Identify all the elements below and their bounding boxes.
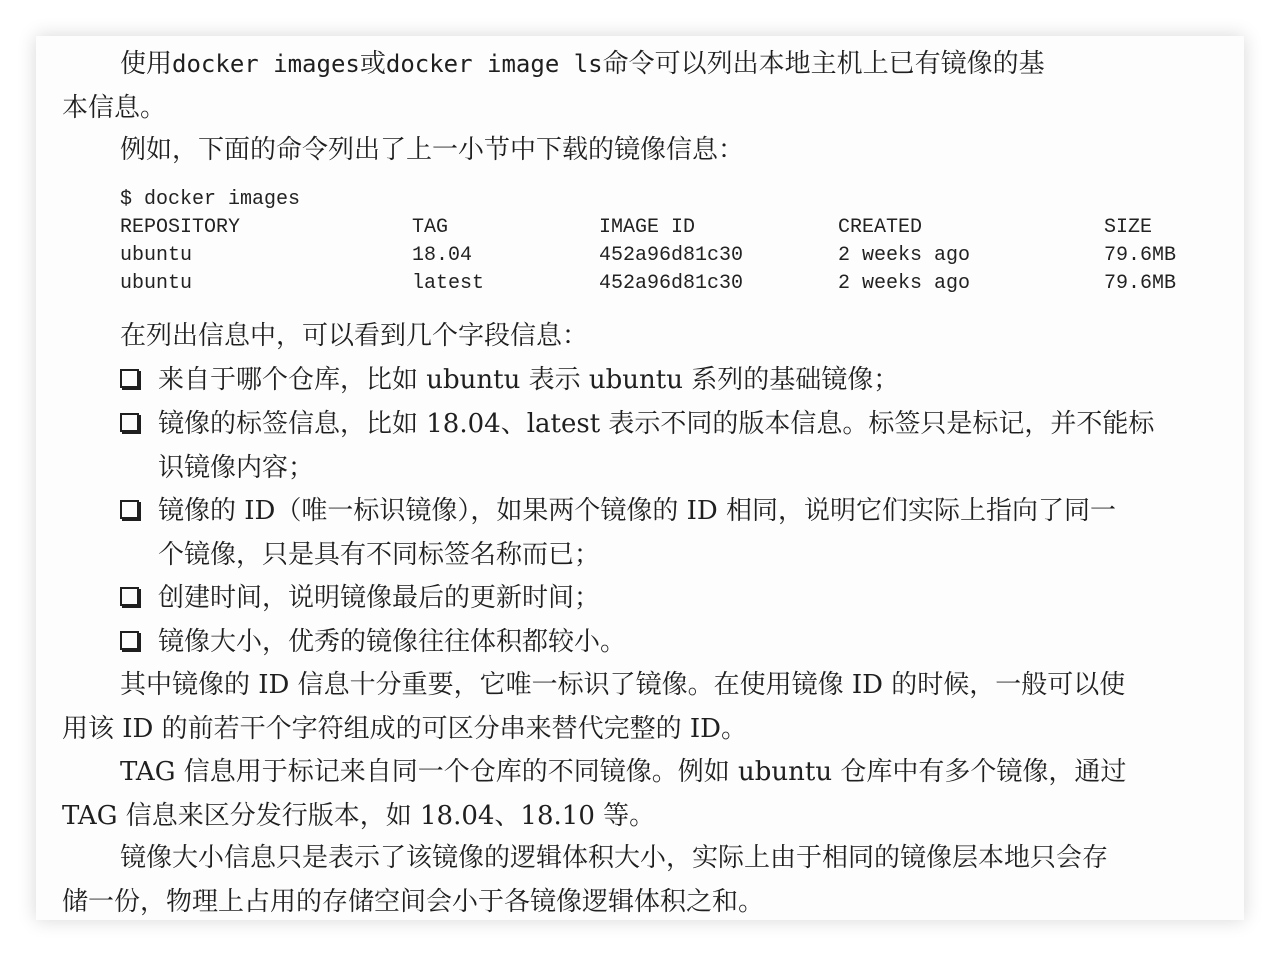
cell-repository: ubuntu [120,272,193,295]
cell-tag: 18.04 [412,244,473,267]
example-paragraph [62,128,1194,172]
intro-line-1 [62,42,1194,86]
intro-paragraph [62,42,1194,130]
image-id-paragraph [62,663,1194,751]
inline-command-docker-image-ls: docker image ls [385,50,603,78]
header-repository: REPOSITORY [120,216,241,239]
checkbox-bullet-icon [120,500,139,519]
paragraph-line: 其中镜像的 ID 信息十分重要，它唯一标识了镜像。在使用镜像 ID 的时候，一般可以使 [120,670,1126,700]
terminal-command: $ docker images [120,188,301,211]
paragraph-line: 储一份，物理上占用的存储空间会小于各镜像逻辑体积之和。 [62,887,765,917]
tag-paragraph [62,750,1194,838]
list-item-text-continued: 个镜像，只是具有不同标签名称而已； [158,540,601,570]
paragraph-line: 用该 ID 的前若干个字符组成的可区分串来替代完整的 ID。 [62,714,748,744]
terminal-header-row [120,214,1200,242]
cell-image-id: 452a96d81c30 [599,244,744,267]
intro-text-b: 或 [359,49,386,79]
paragraph-line: 镜像大小信息只是表示了该镜像的逻辑体积大小，实际上由于相同的镜像层本地只会存 [120,843,1109,873]
list-item-text: 镜像的标签信息，比如 18.04、latest 表示不同的版本信息。标签只是标记，并不能标 [158,409,1155,439]
paragraph-line: TAG 信息来区分发行版本，如 18.04、18.10 等。 [62,801,656,831]
terminal-command-row [120,186,1200,214]
cell-size: 79.6MB [1104,244,1177,267]
list-item-text: 创建时间，说明镜像最后的更新时间； [158,583,601,613]
size-paragraph [62,836,1194,924]
cell-created: 2 weeks ago [838,272,971,295]
checkbox-bullet-icon [120,587,139,606]
intro-text-c: 命令可以列出本地主机上已有镜像的基 [602,49,1045,79]
list-item-text: 来自于哪个仓库，比如 ubuntu 表示 ubuntu 系列的基础镜像； [158,365,900,395]
fields-intro-paragraph [62,314,1194,358]
intro-line-2: 本信息。 [62,93,167,123]
cell-repository: ubuntu [120,244,193,267]
checkbox-bullet-icon [120,369,139,388]
list-item-text-continued: 识镜像内容； [158,453,315,483]
cell-tag: latest [412,272,485,295]
table-row [120,242,1200,270]
list-item-text: 镜像的 ID（唯一标识镜像），如果两个镜像的 ID 相同，说明它们实际上指向了同一 [158,496,1117,526]
cell-size: 79.6MB [1104,272,1177,295]
inline-command-docker-images: docker images [172,50,360,78]
fields-intro-line: 在列出信息中，可以看到几个字段信息： [120,321,589,351]
checkbox-bullet-icon [120,413,139,432]
paragraph-line: TAG 信息用于标记来自同一个仓库的不同镜像。例如 ubuntu 仓库中有多个镜像，通过 [120,757,1127,787]
cell-created: 2 weeks ago [838,244,971,267]
table-row [120,270,1200,298]
header-image-id: IMAGE ID [599,216,696,239]
example-line: 例如，下面的命令列出了上一小节中下载的镜像信息： [120,135,745,165]
terminal-output [120,186,1200,298]
header-size: SIZE [1104,216,1153,239]
header-tag: TAG [412,216,449,239]
cell-image-id: 452a96d81c30 [599,272,744,295]
book-page [36,36,1244,920]
header-created: CREATED [838,216,923,239]
list-item-text: 镜像大小，优秀的镜像往往体积都较小。 [158,627,627,657]
checkbox-bullet-icon [120,631,139,650]
intro-text-a: 使用 [120,49,173,79]
